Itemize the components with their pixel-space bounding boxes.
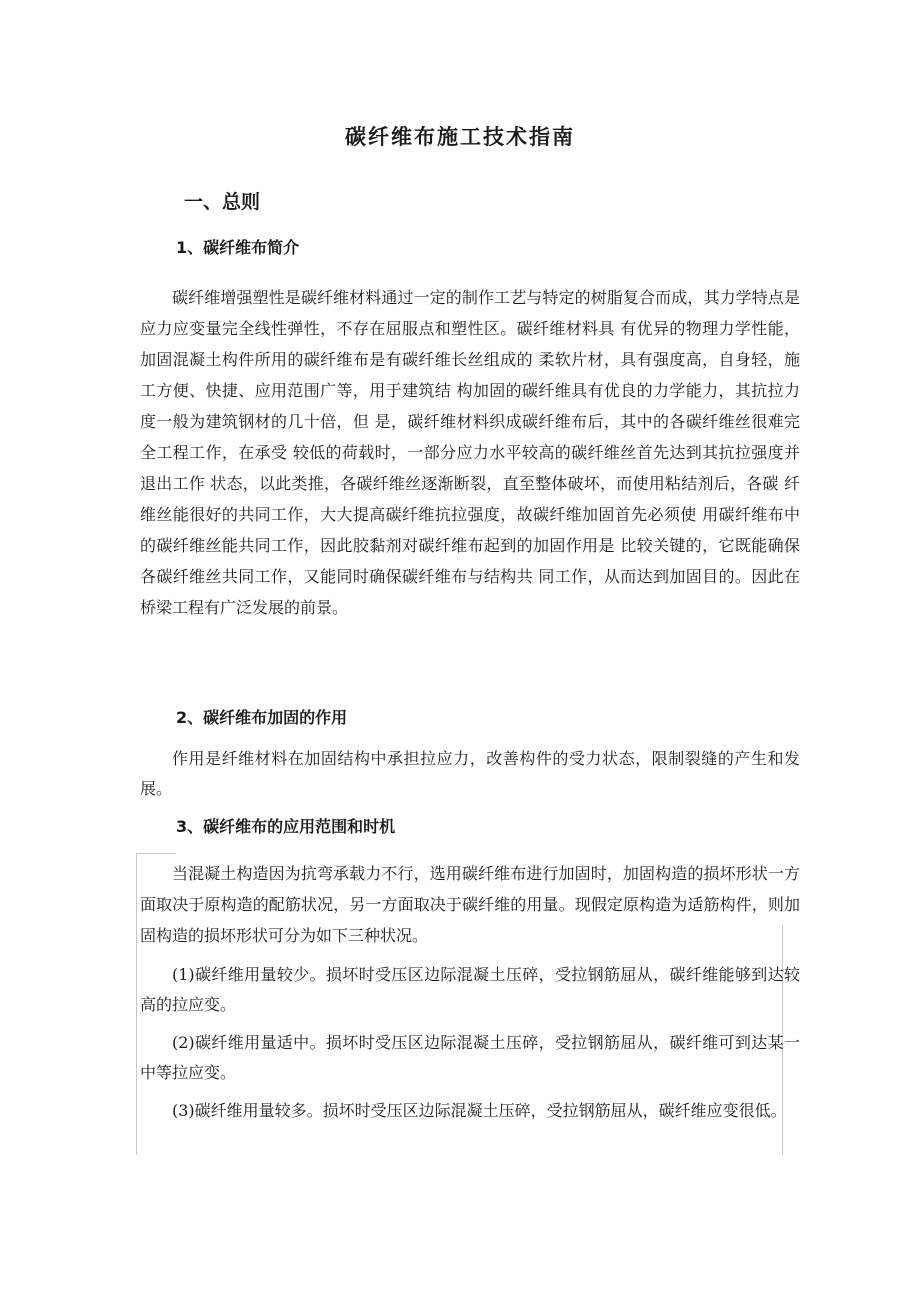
paragraph-function: 作用是纤维材料在加固结构中承担拉应力，改善构件的受力状态，限制裂缝的产生和发展。 <box>140 749 800 798</box>
subsection-heading-intro: 1、碳纤维布简介 <box>176 238 300 257</box>
paragraph-intro: 碳纤维增强塑性是碳纤维材料通过一定的制作工艺与特定的树脂复合而成，其力学特点是应力应变量完全线性弹性，不存在屈服点和塑性区。碳纤维材料具 有优异的物理力学性能，加固混凝土构件所用的碳纤维布是有碳纤维长丝组成的 柔软片材，具有强度高，自身轻，施工方便、快捷、应用范围广等，用于建筑结 构加固的碳纤维具有优良的力学能力，其抗拉力度一般为建筑钢材的几十倍，但 是，碳纤维材料织成碳纤维布后，其中的各碳纤维丝很难完全工程工作，在承受 较低的荷载时，一部分应力水平较高的碳纤维丝首先达到其抗拉强度并退出工作 状态，以此类推，各碳纤维丝逐渐断裂，直至整体破坏，而使用粘结剂后，各碳 纤维丝能很好的共同工作，大大提高碳纤维抗拉强度，故碳纤维加固首先必须使 用碳纤维布中的碳纤维丝能共同工作，因此胶黏剂对碳纤维布起到的加固作用是 比较关键的，它既能确保各碳纤维丝共同工作，又能同时确保碳纤维布与结构共 同工作，从而达到加固目的。因此在桥梁工程有广泛发展的前景。 <box>140 288 800 617</box>
subsection-heading-function: 2、碳纤维布加固的作用 <box>176 708 348 727</box>
paragraph-scope: 当混凝土构造因为抗弯承载力不行，选用碳纤维布进行加固时，加固构造的损坏形状一方面取决于原构造的配筋状况，另一方面取决于碳纤维的用量。现假定原构造为适筋构件，则加固构造的损坏形状可分为如下三种状况。 <box>140 864 800 945</box>
document-title: 碳纤维布施工技术指南 <box>345 125 575 149</box>
case-item-1: (1)碳纤维用量较少。损坏时受压区边际混凝土压碎，受拉钢筋屈从，碳纤维能够到达较高的拉应变。 <box>140 965 800 1014</box>
subsection-heading-scope: 3、碳纤维布的应用范围和时机 <box>176 817 396 836</box>
case-item-2: (2)碳纤维用量适中。损坏时受压区边际混凝土压碎，受拉钢筋屈从，碳纤维可到达某一中等拉应变。 <box>140 1033 800 1082</box>
frame-line-left <box>136 853 137 1155</box>
frame-line-top <box>136 853 176 854</box>
case-item-3: (3)碳纤维用量较多。损坏时受压区边际混凝土压碎，受拉钢筋屈从，碳纤维应变很低。 <box>172 1101 787 1120</box>
section-heading-general: 一、总则 <box>184 191 261 213</box>
